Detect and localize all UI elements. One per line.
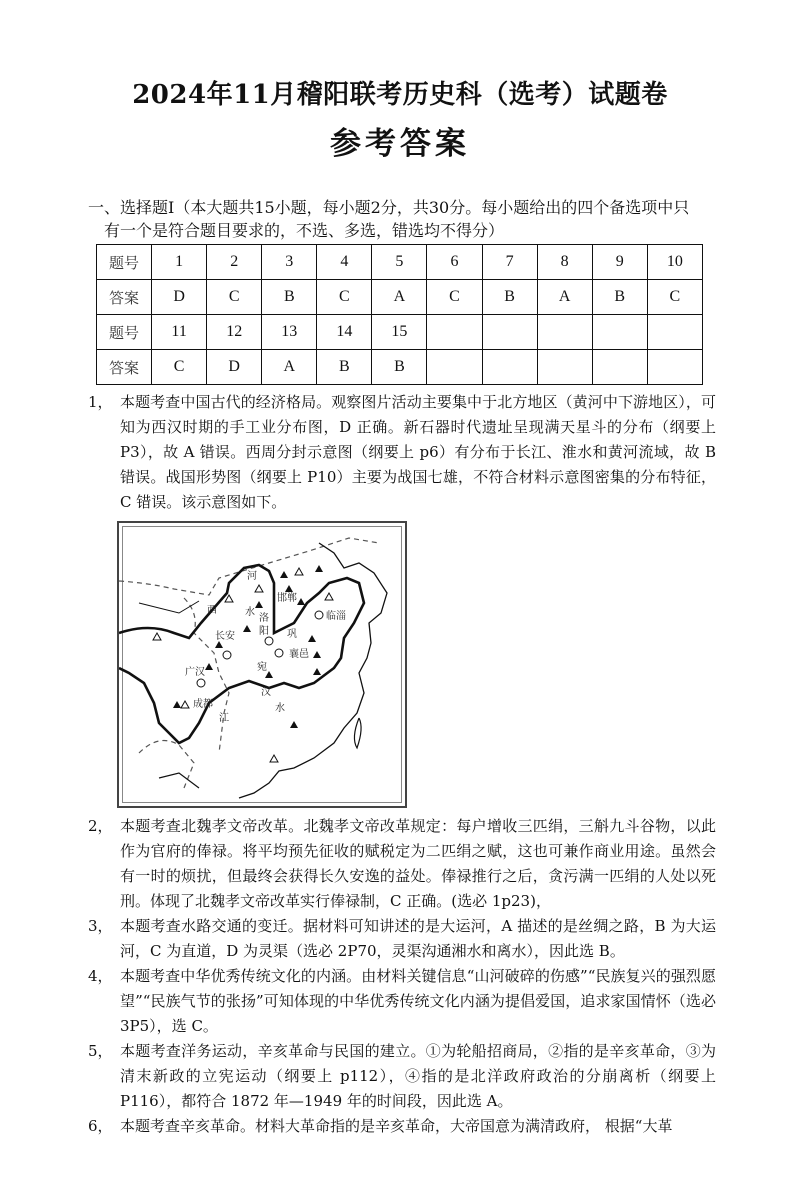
explanation-number: 6， bbox=[88, 1117, 113, 1135]
question-number: 2 bbox=[207, 245, 262, 280]
empty-cell bbox=[482, 350, 537, 385]
question-number: 15 bbox=[372, 315, 427, 350]
empty-cell bbox=[427, 315, 482, 350]
explanation-text: 本题考查中华优秀传统文化的内涵。由材料关键信息“山河破碎的伤感”“民族复兴的强烈愿望”“民族气节的张扬”可知体现的中华优秀传统文化内涵为提倡爱国，追求家国情怀（选必 3P5），选 C。 bbox=[120, 967, 716, 1035]
empty-cell bbox=[592, 315, 647, 350]
question-number: 14 bbox=[317, 315, 372, 350]
answer-cell: C bbox=[152, 350, 207, 385]
row-label-question: 题号 bbox=[97, 315, 152, 350]
question-number: 8 bbox=[537, 245, 592, 280]
answer-cell: C bbox=[207, 280, 262, 315]
question-number: 9 bbox=[592, 245, 647, 280]
empty-cell bbox=[647, 315, 702, 350]
question-number: 10 bbox=[647, 245, 702, 280]
answer-cell: C bbox=[317, 280, 372, 315]
explanation-6 bbox=[88, 1114, 716, 1139]
empty-cell bbox=[537, 350, 592, 385]
map-label: 水 bbox=[245, 607, 255, 618]
explanation-3 bbox=[88, 914, 716, 964]
explanation-4 bbox=[88, 964, 716, 1039]
map-label: 邯郸 bbox=[277, 593, 297, 604]
taiwan-island bbox=[354, 718, 361, 748]
site-markers-open bbox=[153, 568, 333, 762]
answer-cell: C bbox=[427, 280, 482, 315]
table-row-questions-1 bbox=[97, 245, 703, 280]
table-row-answers-2 bbox=[97, 350, 703, 385]
answer-cell: B bbox=[592, 280, 647, 315]
question-number: 1 bbox=[152, 245, 207, 280]
map-label: 长安 bbox=[215, 631, 235, 642]
question-number: 5 bbox=[372, 245, 427, 280]
explanation-text: 本题考查辛亥革命。材料大革命指的是辛亥革命，大帝国意为满清政府， 根据“大革 bbox=[120, 1117, 673, 1135]
answer-cell: A bbox=[262, 350, 317, 385]
question-number: 12 bbox=[207, 315, 262, 350]
question-number: 4 bbox=[317, 245, 372, 280]
table-row-questions-2 bbox=[97, 315, 703, 350]
answer-cell: B bbox=[262, 280, 317, 315]
han-territory-outline bbox=[119, 565, 364, 743]
southern-border bbox=[159, 773, 199, 788]
question-number: 3 bbox=[262, 245, 317, 280]
explanation-number: 1， bbox=[88, 393, 113, 411]
river bbox=[139, 601, 199, 613]
explanation-number: 2， bbox=[88, 817, 113, 835]
question-number: 6 bbox=[427, 245, 482, 280]
explanation-text: 本题考查中国古代的经济格局。观察图片活动主要集中于北方地区（黄河中下游地区），可知为西汉时期的手工业分布图，D 正确。新石器时代遗址呈现满天星斗的分布（纲要上 P3），故 A 错误。西周分封示意图（纲要上 p6）有分布于长江、淮水和黄河流域，故 B 错误。战国形势图（纲要上 P10）主要为战国七雄，不符合材料示意图密集的分布特征，C 错误。该示意图如下。 bbox=[120, 393, 716, 511]
explanation-number: 4， bbox=[88, 967, 113, 985]
question-number: 7 bbox=[482, 245, 537, 280]
map-label: 洛 bbox=[259, 613, 269, 624]
answer-cell: B bbox=[372, 350, 427, 385]
empty-cell bbox=[537, 315, 592, 350]
section-heading bbox=[88, 196, 718, 242]
section-heading-line-2: 有一个是符合题目要求的，不选、多选，错选均不得分） bbox=[104, 221, 505, 240]
map-label: 江 bbox=[219, 713, 229, 724]
explanation-1 bbox=[88, 390, 716, 515]
han-handicraft-map bbox=[117, 521, 407, 808]
answer-cell: D bbox=[207, 350, 262, 385]
row-label-answer: 答案 bbox=[97, 350, 152, 385]
answer-cell: A bbox=[372, 280, 427, 315]
question-number: 11 bbox=[152, 315, 207, 350]
map-label: 汉 bbox=[261, 687, 271, 698]
map-label: 阳 bbox=[259, 626, 269, 637]
explanation-text: 本题考查洋务运动，辛亥革命与民国的建立。①为轮船招商局，②指的是辛亥革命，③为清末新政的立宪运动（纲要上 p112），④指的是北洋政府政治的分崩离析（纲要上 P116），都符合 1872 年—1949 年的时间段，因此选 A。 bbox=[120, 1042, 716, 1110]
map-label: 河 bbox=[247, 571, 257, 582]
map-label: 水 bbox=[275, 703, 285, 714]
empty-cell bbox=[482, 315, 537, 350]
map-label: 西 bbox=[207, 605, 217, 616]
section-heading-line-1: 一、选择题Ⅰ（本大题共15小题，每小题2分，共30分。每小题给出的四个备选项中只 bbox=[88, 198, 690, 217]
answer-table bbox=[96, 244, 703, 385]
answer-cell: C bbox=[647, 280, 702, 315]
answer-cell: B bbox=[317, 350, 372, 385]
table-row-answers-1 bbox=[97, 280, 703, 315]
map-label: 临淄 bbox=[326, 611, 346, 622]
explanation-text: 本题考查北魏孝文帝改革。北魏孝文帝改革规定：每户增收三匹绢，三斛九斗谷物，以此作为官府的俸禄。将平均预先征收的赋税定为二匹绢之赋，这也可兼作商业用途。虽然会有一时的烦扰，但最终会获得长久安逸的益处。俸禄推行之后，贪污满一匹绢的人处以死刑。体现了北魏孝文帝改革实行俸禄制，C 正确。(选必 1p23)， bbox=[120, 817, 716, 910]
explanation-number: 3， bbox=[88, 917, 113, 935]
answer-cell: A bbox=[537, 280, 592, 315]
map-label: 广汉 bbox=[185, 667, 205, 678]
map-label: 巩 bbox=[287, 629, 297, 640]
document-title: 2024年11月稽阳联考历史科（选考）试题卷 bbox=[132, 80, 668, 110]
explanation-2 bbox=[88, 814, 716, 914]
document-subtitle: 参考答案 bbox=[330, 126, 470, 162]
question-number: 13 bbox=[262, 315, 317, 350]
explanations-list bbox=[88, 390, 716, 1139]
empty-cell bbox=[427, 350, 482, 385]
map-label: 成都 bbox=[193, 699, 213, 710]
row-label-answer: 答案 bbox=[97, 280, 152, 315]
explanation-5 bbox=[88, 1039, 716, 1114]
empty-cell bbox=[647, 350, 702, 385]
map-figure bbox=[119, 523, 405, 806]
explanation-text: 本题考查水路交通的变迁。据材料可知讲述的是大运河，A 描述的是丝绸之路，B 为大运河，C 为直道，D 为灵渠（选必 2P70，灵渠沟通湘水和离水），因此选 B。 bbox=[120, 917, 716, 960]
answer-cell: D bbox=[152, 280, 207, 315]
explanation-number: 5， bbox=[88, 1042, 113, 1060]
answer-cell: B bbox=[482, 280, 537, 315]
empty-cell bbox=[592, 350, 647, 385]
border-dashed bbox=[139, 741, 194, 789]
map-label: 宛 bbox=[257, 662, 267, 673]
map-label: 襄邑 bbox=[289, 649, 309, 660]
row-label-question: 题号 bbox=[97, 245, 152, 280]
